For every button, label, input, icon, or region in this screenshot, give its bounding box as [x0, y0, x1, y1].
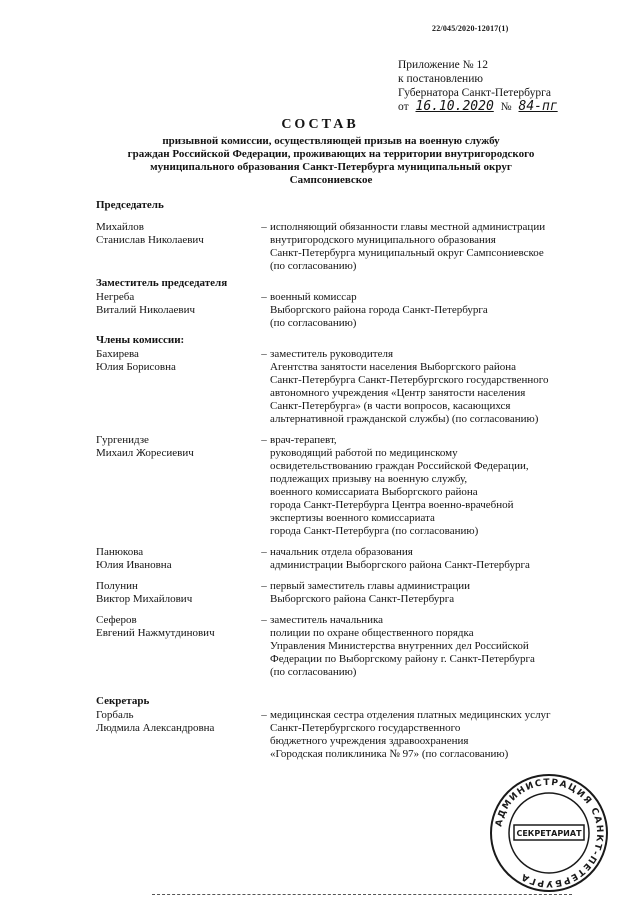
appendix-reference: к постановлению	[398, 73, 483, 85]
section-heading-members: Члены комиссии:	[96, 334, 185, 346]
member-surname: Бахирева	[96, 348, 139, 360]
member-given-names: Юлия Ивановна	[96, 559, 172, 571]
member-given-names: Виталий Николаевич	[96, 304, 195, 316]
member-entry	[96, 614, 616, 679]
subtitle-line: Сампсониевское	[289, 174, 373, 186]
role-line: автономного учреждения «Центр занятости населения	[270, 387, 526, 399]
member-role	[270, 614, 616, 679]
role-line: Санкт-Петербурга» (в части вопросов, касающихся	[270, 400, 511, 412]
role-line: исполняющий обязанности главы местной администрации	[270, 221, 546, 233]
subtitle-line: призывной комиссии, осуществляющей призыв на военную службу	[162, 135, 500, 147]
member-surname: Полунин	[96, 580, 138, 592]
entry-dash: –	[261, 434, 267, 446]
section-heading-chair: Председатель	[96, 199, 164, 211]
date-prefix: от	[398, 101, 409, 113]
appendix-authority: Губернатора Санкт-Петербурга	[398, 87, 551, 99]
member-role	[270, 580, 616, 606]
member-person	[96, 614, 258, 679]
role-line: Агентства занятости населения Выборгского района	[270, 361, 516, 373]
entry-dash: –	[261, 348, 267, 360]
entry-dash: –	[261, 546, 267, 558]
member-entry	[96, 221, 616, 273]
role-line: Санкт-Петербурга муниципальный округ Сампсониевское	[270, 247, 544, 259]
role-line: экспертизы военного комиссариата	[270, 512, 435, 524]
commission-list	[96, 199, 616, 765]
role-line: внутригородского муниципального образования	[270, 234, 496, 246]
role-line: врач-терапевт,	[270, 434, 337, 446]
role-line: подлежащих призыву на военную службу,	[270, 473, 468, 485]
appendix-date-line	[398, 100, 562, 114]
member-person	[96, 221, 258, 273]
section-heading-deputy: Заместитель председателя	[96, 277, 228, 289]
role-line: первый заместитель главы администрации	[270, 580, 470, 592]
role-line: города Санкт-Петербурга Центра военно-врачебной	[270, 499, 514, 511]
member-given-names: Людмила Александровна	[96, 722, 215, 734]
role-line: Выборгского района города Санкт-Петербурга	[270, 304, 488, 316]
role-line: военного комиссариата Выборгского района	[270, 486, 478, 498]
role-line: Федерации по Выборгскому району г. Санкт-Петербурга	[270, 653, 535, 665]
member-surname: Горбаль	[96, 709, 134, 721]
role-line: (по согласованию)	[270, 260, 357, 272]
member-surname: Негреба	[96, 291, 135, 303]
member-person	[96, 348, 258, 426]
document-subtitle	[96, 135, 566, 187]
appendix-block	[398, 58, 562, 114]
member-entry	[96, 291, 616, 330]
member-person	[96, 580, 258, 606]
member-person	[96, 434, 258, 538]
member-surname: Михайлов	[96, 221, 144, 233]
role-line: Управления Министерства внутренних дел Российской	[270, 640, 529, 652]
role-line: «Городская поликлиника № 97» (по согласованию)	[270, 748, 509, 760]
member-role	[270, 221, 616, 273]
subtitle-line: муниципального образования Санкт-Петербурга муниципальный округ	[150, 161, 512, 173]
member-entry	[96, 434, 616, 538]
member-given-names: Станислав Николаевич	[96, 234, 204, 246]
role-line: руководящий работой по медицинскому	[270, 447, 458, 459]
member-role	[270, 546, 616, 572]
member-given-names: Юлия Борисовна	[96, 361, 176, 373]
stamp-ring-text: АДМИНИСТРАЦИЯ САНКТ-ПЕТЕРБУРГА	[494, 777, 605, 889]
number-prefix: №	[500, 101, 512, 113]
role-line: Санкт-Петербургского государственного	[270, 722, 461, 734]
member-role	[270, 291, 616, 330]
member-given-names: Виктор Михайлович	[96, 593, 193, 605]
role-line: медицинская сестра отделения платных медицинских услуг	[270, 709, 551, 721]
member-role	[270, 434, 616, 538]
page-bottom-rule	[152, 894, 572, 895]
stamp-center-text: СЕКРЕТАРИАТ	[516, 829, 582, 838]
role-line: альтернативной гражданской службы) (по согласованию)	[270, 413, 539, 425]
role-line: военный комиссар	[270, 291, 357, 303]
document-registration-number: 22/045/2020-12017(1)	[432, 24, 509, 33]
role-line: (по согласованию)	[270, 317, 357, 329]
entry-dash: –	[261, 709, 267, 721]
member-entry	[96, 348, 616, 426]
role-line: бюджетного учреждения здравоохранения	[270, 735, 469, 747]
member-entry	[96, 709, 616, 761]
role-line: начальник отдела образования	[270, 546, 413, 558]
subtitle-line: граждан Российской Федерации, проживающих на территории внутригородского	[127, 148, 535, 160]
member-surname: Сеферов	[96, 614, 137, 626]
role-line: полиции по охране общественного порядка	[270, 627, 474, 639]
member-entry	[96, 580, 616, 606]
role-line: освидетельствованию граждан Российской Федерации,	[270, 460, 529, 472]
member-person	[96, 546, 258, 572]
handwritten-number: 84-пг	[518, 99, 558, 114]
member-role	[270, 348, 616, 426]
member-entry	[96, 546, 616, 572]
member-person	[96, 291, 258, 330]
appendix-number: Приложение № 12	[398, 59, 488, 71]
role-line: Выборгского района Санкт-Петербурга	[270, 593, 455, 605]
document-title: СОСТАВ	[281, 117, 359, 132]
entry-dash: –	[261, 614, 267, 626]
member-surname: Гургенидзе	[96, 434, 149, 446]
official-stamp	[488, 772, 610, 894]
member-surname: Панюкова	[96, 546, 144, 558]
role-line: заместитель начальника	[270, 614, 384, 626]
role-line: заместитель руководителя	[270, 348, 394, 360]
member-role	[270, 709, 616, 761]
role-line: администрации Выборгского района Санкт-Петербурга	[270, 559, 530, 571]
role-line: Санкт-Петербурга Санкт-Петербургского государственного	[270, 374, 549, 386]
member-person	[96, 709, 258, 761]
entry-dash: –	[261, 580, 267, 592]
role-line: города Санкт-Петербурга (по согласованию)	[270, 525, 479, 537]
member-given-names: Евгений Нажмутдинович	[96, 627, 215, 639]
entry-dash: –	[261, 291, 267, 303]
handwritten-date: 16.10.2020	[415, 99, 494, 114]
member-given-names: Михаил Жоресиевич	[96, 447, 194, 459]
role-line: (по согласованию)	[270, 666, 357, 678]
section-heading-secretary: Секретарь	[96, 695, 150, 707]
entry-dash: –	[261, 221, 267, 233]
